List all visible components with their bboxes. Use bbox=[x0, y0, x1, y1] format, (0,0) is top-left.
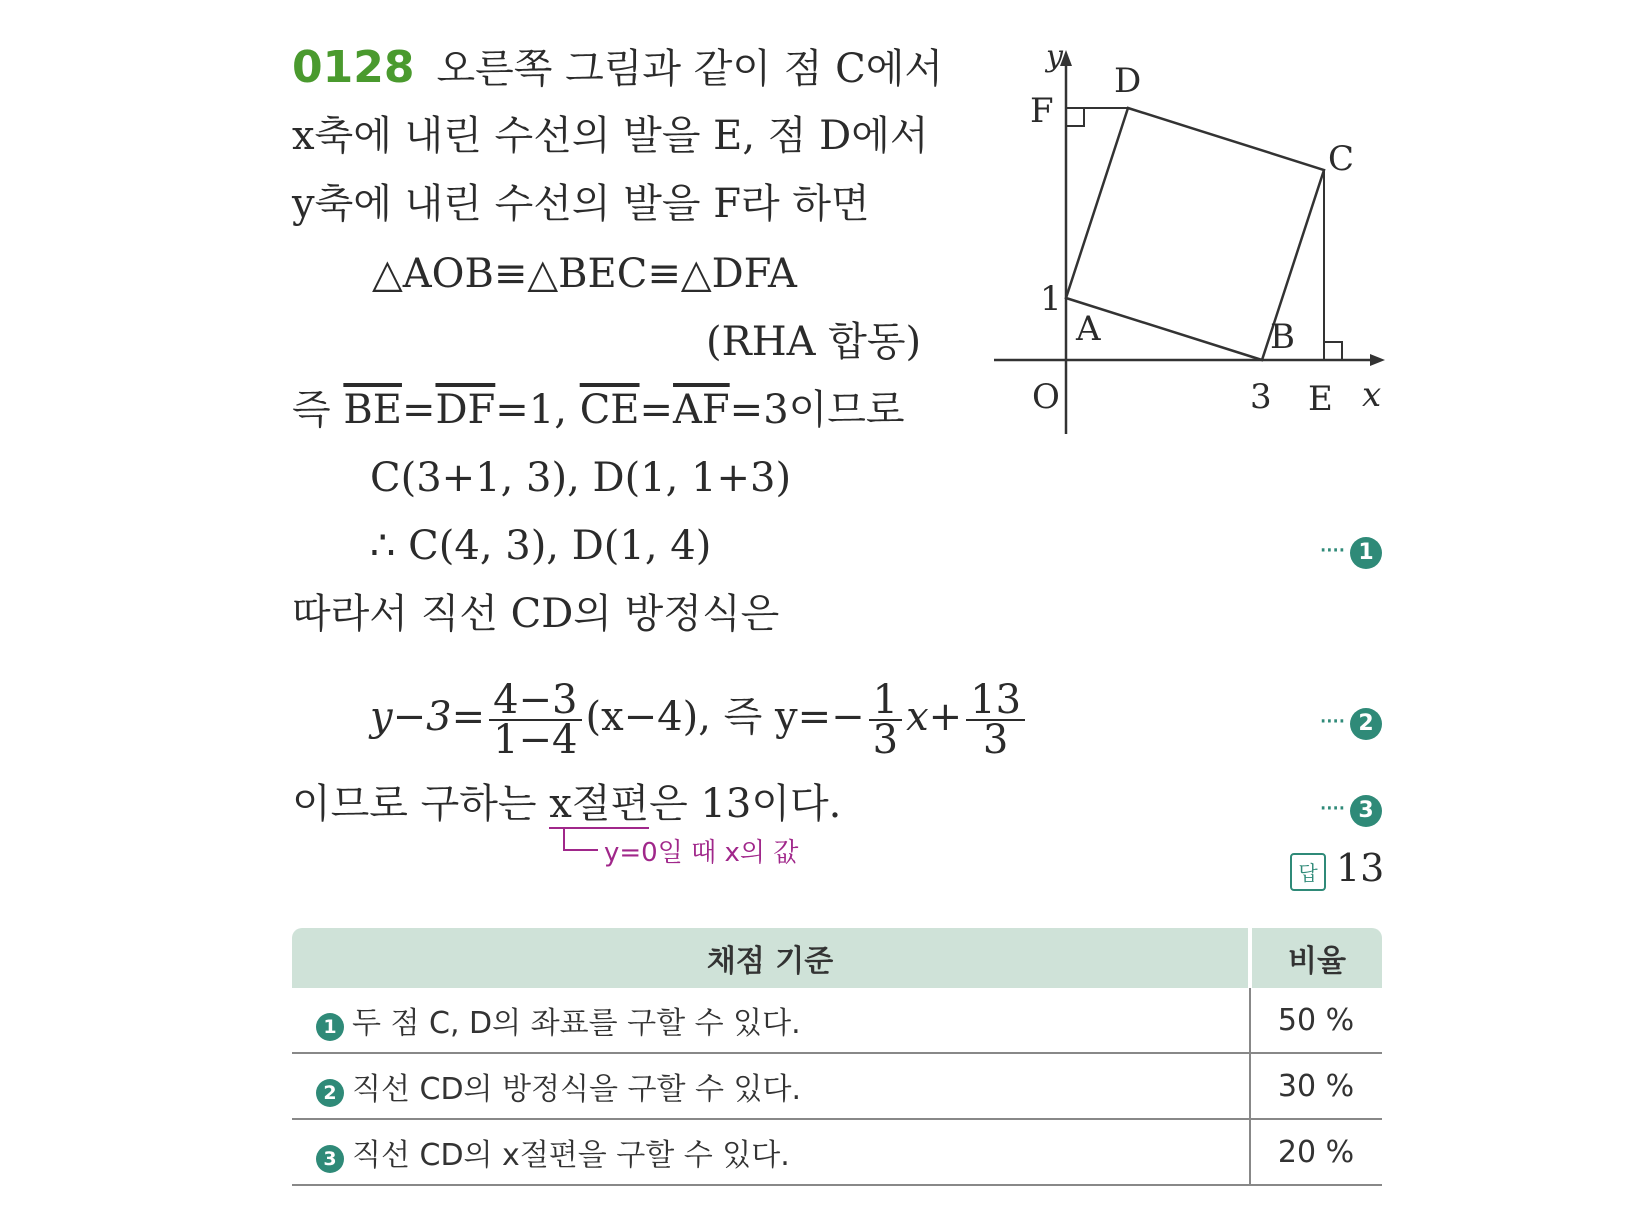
segment-ce: $\overline{CE}$ bbox=[579, 387, 640, 433]
eq-frac2-den: 3 bbox=[872, 717, 899, 763]
note-bracket-icon bbox=[560, 826, 600, 860]
header-criteria: 채점 기준 bbox=[292, 928, 1250, 988]
x-intercept-note: y=0일 때 x의 값 bbox=[604, 838, 799, 868]
problem-line-1 bbox=[292, 44, 943, 93]
eq-x: x+ bbox=[906, 694, 963, 740]
problem-line-2: x축에 내린 수선의 발을 E, 점 D에서 bbox=[292, 113, 929, 159]
eq-mid: (x−4), 즉 y=− bbox=[585, 694, 865, 740]
circled-number-icon: 2 bbox=[1350, 708, 1382, 740]
answer-icon: 답 bbox=[1290, 853, 1326, 891]
table-row bbox=[292, 1119, 1382, 1185]
conclusion-post: 은 13이다. bbox=[649, 781, 842, 827]
circled-number-icon: 3 bbox=[316, 1145, 344, 1173]
answer bbox=[1290, 846, 1384, 891]
circled-number-icon: 1 bbox=[316, 1013, 344, 1041]
label-f: F bbox=[1030, 91, 1054, 131]
eq-fraction-2 bbox=[869, 677, 902, 763]
seg-prefix: 즉 bbox=[292, 387, 344, 433]
equation-line-wrap bbox=[370, 672, 1382, 762]
segment-be: $\overline{BE}$ bbox=[343, 387, 402, 433]
circled-number-icon: 3 bbox=[1350, 795, 1382, 827]
x-axis-arrow-icon bbox=[1370, 354, 1385, 366]
congruence: △AOB≡△BEC≡△DFA bbox=[372, 251, 797, 297]
conclusion-key: x절편 bbox=[549, 781, 650, 827]
problem-number: 0128 bbox=[292, 42, 415, 93]
segment-df: $\overline{DF}$ bbox=[435, 387, 496, 433]
step-marker-3 bbox=[1319, 780, 1382, 833]
dots-icon: ···· bbox=[1318, 794, 1344, 824]
eq-sign-2: = bbox=[639, 387, 674, 433]
tick-1: 1 bbox=[1040, 279, 1062, 319]
label-c: C bbox=[1328, 139, 1355, 179]
eq-frac3-den: 3 bbox=[982, 717, 1009, 763]
table-row bbox=[292, 1053, 1382, 1119]
ratio-cell: 20 % bbox=[1250, 1119, 1382, 1185]
ratio-cell: 30 % bbox=[1250, 1053, 1382, 1119]
criteria-text: 직선 CD의 방정식을 구할 수 있다. bbox=[352, 1072, 802, 1107]
step-marker-2 bbox=[1319, 672, 1382, 767]
segment-af: $\overline{AF}$ bbox=[673, 387, 730, 433]
congruence-reason: (RHA 합동) bbox=[706, 319, 922, 365]
criteria-cell bbox=[292, 1053, 1250, 1119]
seg-mid: =1, bbox=[495, 387, 580, 433]
step-marker-1 bbox=[1319, 522, 1382, 575]
label-o: O bbox=[1032, 377, 1060, 417]
criteria-cell bbox=[292, 988, 1250, 1053]
eq-fraction-3 bbox=[966, 677, 1025, 763]
ratio-cell: 50 % bbox=[1250, 988, 1382, 1053]
eq-frac1-den: 1−4 bbox=[493, 717, 578, 763]
coords-line-1: C(3+1, 3), D(1, 1+3) bbox=[370, 455, 792, 501]
header-ratio: 비율 bbox=[1250, 928, 1382, 988]
conclusion-wrap bbox=[292, 780, 1382, 828]
criteria-text: 두 점 C, D의 좌표를 구할 수 있다. bbox=[352, 1006, 801, 1041]
table-header-row bbox=[292, 928, 1382, 988]
right-angle-f-icon bbox=[1066, 108, 1084, 126]
problem-line-3: y축에 내린 수선의 발을 F라 하면 bbox=[292, 181, 870, 227]
eq-frac2-num: 1 bbox=[869, 681, 902, 721]
problem-text-1: 오른쪽 그림과 같이 점 C에서 bbox=[436, 46, 943, 92]
label-a: A bbox=[1076, 309, 1101, 349]
eq-left: y−3= bbox=[370, 694, 486, 740]
criteria-text: 직선 CD의 x절편을 구할 수 있다. bbox=[352, 1138, 790, 1173]
eq-sign-1: = bbox=[401, 387, 436, 433]
eq-frac3-num: 13 bbox=[966, 681, 1025, 721]
seg-end: =3이므로 bbox=[729, 387, 905, 433]
dots-icon: ···· bbox=[1318, 707, 1344, 737]
label-x: x bbox=[1362, 375, 1382, 415]
tick-3: 3 bbox=[1250, 377, 1272, 417]
table-row bbox=[292, 988, 1382, 1053]
label-e: E bbox=[1308, 379, 1333, 419]
answer-value: 13 bbox=[1336, 846, 1385, 890]
label-b: B bbox=[1270, 317, 1295, 357]
line-cd-intro: 따라서 직선 CD의 방정식은 bbox=[292, 591, 780, 637]
coords-line-2: ∴ C(4, 3), D(1, 4) bbox=[370, 523, 712, 569]
right-angle-e-icon bbox=[1324, 342, 1342, 360]
circled-number-icon: 2 bbox=[316, 1079, 344, 1107]
label-y: y bbox=[1046, 39, 1063, 74]
label-d: D bbox=[1114, 61, 1142, 101]
circled-number-icon: 1 bbox=[1350, 537, 1382, 569]
criteria-cell bbox=[292, 1119, 1250, 1185]
scoring-table bbox=[292, 928, 1382, 1186]
coords-line-2-wrap bbox=[370, 522, 1382, 570]
eq-frac1-num: 4−3 bbox=[489, 681, 581, 721]
dots-icon: ···· bbox=[1318, 536, 1344, 566]
eq-fraction-1 bbox=[489, 677, 581, 763]
segment-equalities bbox=[292, 386, 905, 434]
conclusion-pre: 이므로 구하는 bbox=[292, 781, 550, 827]
coordinate-figure bbox=[990, 30, 1410, 440]
